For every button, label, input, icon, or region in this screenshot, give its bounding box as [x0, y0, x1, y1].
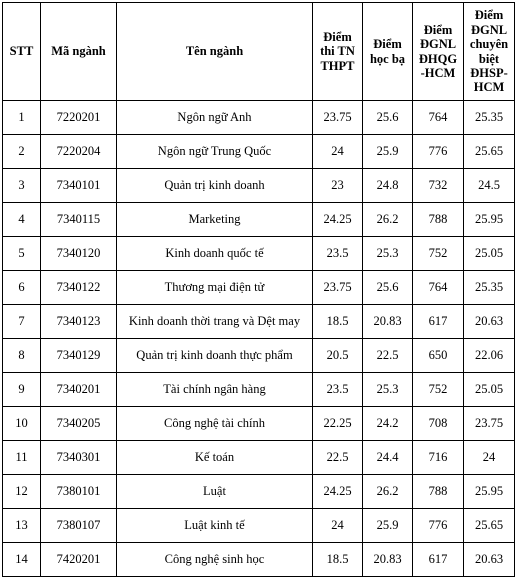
- cell-major-code: 7340123: [41, 305, 117, 339]
- cell-dgnl-dhqg-score: 776: [413, 509, 464, 543]
- cell-major-name: Marketing: [117, 203, 313, 237]
- cell-transcript-score: 24.2: [363, 407, 413, 441]
- cell-major-name: Công nghệ tài chính: [117, 407, 313, 441]
- cell-dgnl-dhsp-score: 24.5: [464, 169, 515, 203]
- cell-major-code: 7340129: [41, 339, 117, 373]
- cell-major-name: Kế toán: [117, 441, 313, 475]
- cell-dgnl-dhsp-score: 20.63: [464, 305, 515, 339]
- cell-major-code: 7340120: [41, 237, 117, 271]
- cell-stt: 14: [3, 543, 41, 577]
- table-row: [3, 509, 515, 543]
- cell-dgnl-dhsp-score: 25.95: [464, 475, 515, 509]
- table-header-row: [3, 3, 515, 101]
- cell-major-code: 7340122: [41, 271, 117, 305]
- cell-transcript-score: 26.2: [363, 203, 413, 237]
- cell-dgnl-dhsp-score: 20.63: [464, 543, 515, 577]
- cell-major-code: 7340301: [41, 441, 117, 475]
- cell-transcript-score: 20.83: [363, 305, 413, 339]
- cell-stt: 1: [3, 101, 41, 135]
- cell-major-name: Luật kinh tế: [117, 509, 313, 543]
- table-row: [3, 475, 515, 509]
- header-transcript-score: Điểm học bạ: [363, 3, 413, 101]
- cell-thpt-score: 18.5: [313, 305, 363, 339]
- cell-stt: 2: [3, 135, 41, 169]
- table-row: [3, 373, 515, 407]
- cell-transcript-score: 24.8: [363, 169, 413, 203]
- cell-dgnl-dhsp-score: 25.35: [464, 271, 515, 305]
- cell-major-code: 7340205: [41, 407, 117, 441]
- cell-thpt-score: 24.25: [313, 475, 363, 509]
- cell-dgnl-dhsp-score: 24: [464, 441, 515, 475]
- cell-dgnl-dhqg-score: 788: [413, 203, 464, 237]
- cell-thpt-score: 23.75: [313, 101, 363, 135]
- cell-dgnl-dhsp-score: 25.65: [464, 135, 515, 169]
- cell-dgnl-dhqg-score: 764: [413, 271, 464, 305]
- cell-transcript-score: 20.83: [363, 543, 413, 577]
- cell-stt: 13: [3, 509, 41, 543]
- cell-major-name: Luật: [117, 475, 313, 509]
- cell-dgnl-dhqg-score: 716: [413, 441, 464, 475]
- cell-dgnl-dhsp-score: 25.05: [464, 237, 515, 271]
- table-row: [3, 135, 515, 169]
- table-row: [3, 543, 515, 577]
- cell-transcript-score: 25.3: [363, 237, 413, 271]
- cell-transcript-score: 25.6: [363, 271, 413, 305]
- cell-dgnl-dhqg-score: 764: [413, 101, 464, 135]
- cell-major-name: Công nghệ sinh học: [117, 543, 313, 577]
- table-row: [3, 203, 515, 237]
- cell-stt: 11: [3, 441, 41, 475]
- cell-thpt-score: 24.25: [313, 203, 363, 237]
- cell-thpt-score: 23.5: [313, 237, 363, 271]
- cell-major-code: 7420201: [41, 543, 117, 577]
- header-dgnl-dhqg-score: Điểm ĐGNL ĐHQG -HCM: [413, 3, 464, 101]
- table-row: [3, 101, 515, 135]
- header-dgnl-dhsp-score: Điểm ĐGNL chuyên biệt ĐHSP- HCM: [464, 3, 515, 101]
- cell-stt: 12: [3, 475, 41, 509]
- cell-dgnl-dhqg-score: 650: [413, 339, 464, 373]
- cell-thpt-score: 23: [313, 169, 363, 203]
- cell-transcript-score: 25.6: [363, 101, 413, 135]
- table-row: [3, 237, 515, 271]
- cell-dgnl-dhqg-score: 617: [413, 305, 464, 339]
- cell-major-code: 7220204: [41, 135, 117, 169]
- cell-transcript-score: 25.3: [363, 373, 413, 407]
- cell-thpt-score: 24: [313, 509, 363, 543]
- cell-dgnl-dhqg-score: 788: [413, 475, 464, 509]
- cell-stt: 9: [3, 373, 41, 407]
- cell-major-name: Ngôn ngữ Trung Quốc: [117, 135, 313, 169]
- cell-major-name: Thương mại điện tử: [117, 271, 313, 305]
- cell-thpt-score: 20.5: [313, 339, 363, 373]
- cell-major-code: 7380107: [41, 509, 117, 543]
- header-stt: STT: [3, 3, 41, 101]
- cell-dgnl-dhqg-score: 752: [413, 373, 464, 407]
- table-row: [3, 339, 515, 373]
- cell-dgnl-dhsp-score: 25.35: [464, 101, 515, 135]
- admission-scores-sheet: [2, 2, 514, 569]
- cell-dgnl-dhqg-score: 752: [413, 237, 464, 271]
- cell-major-name: Tài chính ngân hàng: [117, 373, 313, 407]
- cell-dgnl-dhqg-score: 732: [413, 169, 464, 203]
- cell-major-name: Kinh doanh quốc tế: [117, 237, 313, 271]
- header-thpt-score: Điểm thi TN THPT: [313, 3, 363, 101]
- cell-dgnl-dhqg-score: 776: [413, 135, 464, 169]
- cell-stt: 3: [3, 169, 41, 203]
- cell-thpt-score: 24: [313, 135, 363, 169]
- cell-stt: 6: [3, 271, 41, 305]
- cell-stt: 8: [3, 339, 41, 373]
- cell-stt: 4: [3, 203, 41, 237]
- cell-stt: 5: [3, 237, 41, 271]
- cell-major-name: Kinh doanh thời trang và Dệt may: [117, 305, 313, 339]
- header-major-name: Tên ngành: [117, 3, 313, 101]
- cell-major-name: Quản trị kinh doanh: [117, 169, 313, 203]
- header-major-code: Mã ngành: [41, 3, 117, 101]
- cell-major-code: 7340115: [41, 203, 117, 237]
- cell-major-code: 7380101: [41, 475, 117, 509]
- table-row: [3, 169, 515, 203]
- cell-thpt-score: 18.5: [313, 543, 363, 577]
- cell-thpt-score: 23.75: [313, 271, 363, 305]
- cell-thpt-score: 22.25: [313, 407, 363, 441]
- cell-major-name: Quản trị kinh doanh thực phẩm: [117, 339, 313, 373]
- cell-stt: 7: [3, 305, 41, 339]
- table-row: [3, 305, 515, 339]
- cell-dgnl-dhsp-score: 23.75: [464, 407, 515, 441]
- cell-major-code: 7340101: [41, 169, 117, 203]
- cell-dgnl-dhsp-score: 25.95: [464, 203, 515, 237]
- table-row: [3, 271, 515, 305]
- cell-dgnl-dhsp-score: 25.65: [464, 509, 515, 543]
- cell-dgnl-dhsp-score: 22.06: [464, 339, 515, 373]
- cell-major-name: Ngôn ngữ Anh: [117, 101, 313, 135]
- cell-major-code: 7220201: [41, 101, 117, 135]
- cell-transcript-score: 24.4: [363, 441, 413, 475]
- admission-scores-table: [2, 2, 515, 577]
- table-row: [3, 407, 515, 441]
- cell-transcript-score: 22.5: [363, 339, 413, 373]
- cell-transcript-score: 26.2: [363, 475, 413, 509]
- cell-major-code: 7340201: [41, 373, 117, 407]
- cell-transcript-score: 25.9: [363, 509, 413, 543]
- cell-dgnl-dhsp-score: 25.05: [464, 373, 515, 407]
- table-body: [3, 101, 515, 577]
- cell-transcript-score: 25.9: [363, 135, 413, 169]
- table-row: [3, 441, 515, 475]
- cell-dgnl-dhqg-score: 617: [413, 543, 464, 577]
- cell-thpt-score: 22.5: [313, 441, 363, 475]
- cell-dgnl-dhqg-score: 708: [413, 407, 464, 441]
- cell-thpt-score: 23.5: [313, 373, 363, 407]
- cell-stt: 10: [3, 407, 41, 441]
